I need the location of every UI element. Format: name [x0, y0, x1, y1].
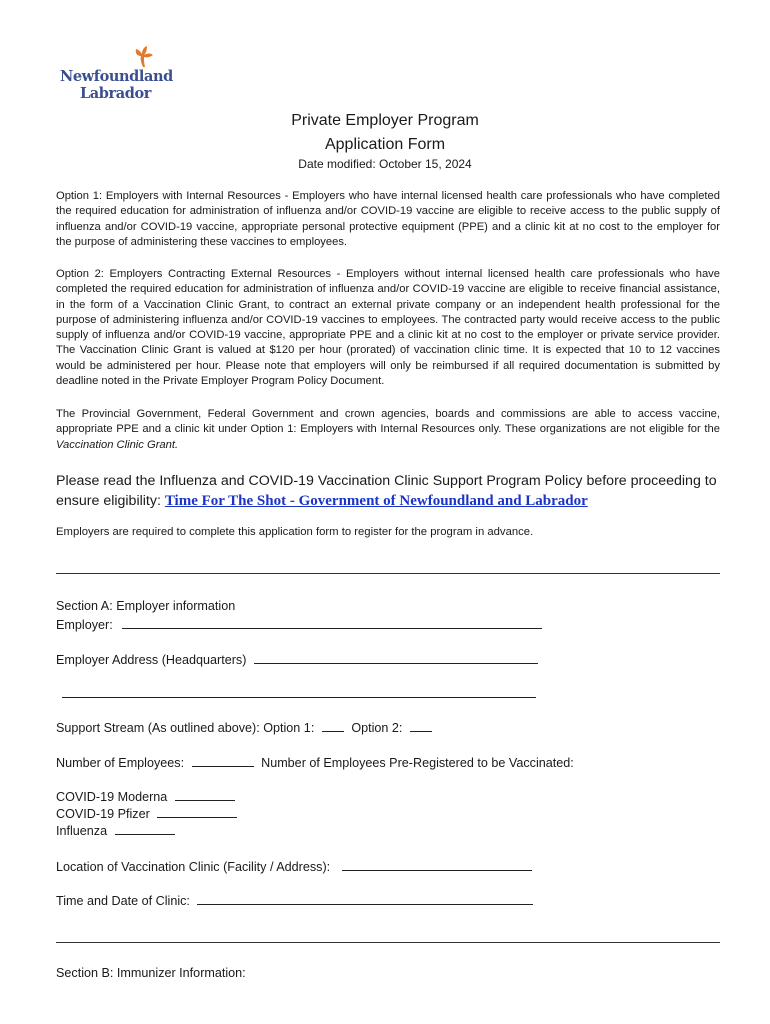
employees-row	[56, 754, 574, 770]
pfizer-field[interactable]	[157, 805, 237, 818]
required-note: Employers are required to complete this application form to register for the program in advance.	[56, 526, 534, 538]
influenza-label: Influenza	[56, 824, 108, 838]
option2-paragraph: Option 2: Employers Contracting External Resources - Employers without internal licensed health care professionals who have completed the required education for administration of influenza and/or COVID-19 vaccine are eligible to receive financial assistance, in the form of a Vaccination Clinic Grant, to contract an external private company or an independent health professional for the purpose of administering influenza and/or COVID-19 vaccines to employees. The contracted party would receive access to the public supply of influenza and/or COVID-19 vaccine, appropriate PPE and a clinic kit at no cost to the employer or private service provider. The Vaccination Clinic Grant is valued at $120 per hour (prorated) of vaccination clinic time. It is expected that 10 to 12 vaccines would be administered per hour. Please note that employers will only be reimbursed if all required documentation is submitted by deadline noted in the Private Employer Program Policy Document.	[56, 268, 720, 388]
option2-label: Option 2:	[351, 721, 403, 735]
num-employees-label: Number of Employees:	[56, 756, 185, 770]
option1-paragraph: Option 1: Employers with Internal Resources - Employers who have internal licensed health care professionals who have completed the required education for administration of influenza and/or COVID-19 vaccine are eligible to receive access to the public supply of influenza and/or COVID-19 vaccine, appropriate personal protective equipment (PPE) and a clinic kit at no cost to the employer for the purpose of administering these vaccines to employees.	[56, 190, 720, 248]
section-a-heading: Section A: Employer information	[56, 599, 236, 613]
moderna-row	[56, 788, 235, 804]
grant-italic: Vaccination Clinic Grant.	[56, 438, 179, 451]
num-employees-field[interactable]	[192, 754, 254, 767]
time-for-the-shot-link[interactable]: Time For The Shot - Government of Newfoundland and Labrador	[164, 492, 588, 509]
section-b-heading: Section B: Immunizer Information:	[56, 966, 246, 980]
option1-field[interactable]	[322, 719, 344, 732]
influenza-field[interactable]	[115, 822, 175, 835]
form-title-line1: Private Employer Program	[291, 112, 479, 129]
address-field-2[interactable]	[62, 685, 536, 698]
date-modified: Date modified: October 15, 2024	[298, 157, 472, 171]
address-row	[56, 651, 538, 667]
logo-text-labrador: Labrador	[80, 85, 152, 102]
num-preregistered-label: Number of Employees Pre-Registered to be Vaccinated:	[261, 756, 574, 770]
moderna-field[interactable]	[175, 788, 235, 801]
government-text: The Provincial Government, Federal Government and crown agencies, boards and commissions are able to access vaccine, appropriate PPE and a clinic kit under Option 1: Employers with Internal Resources only. These organizations are not eligible for the	[56, 408, 720, 436]
pitcher-plant-icon	[132, 46, 154, 68]
nl-logo	[58, 46, 173, 106]
pfizer-row	[56, 805, 237, 821]
pfizer-label: COVID-19 Pfizer	[56, 807, 150, 821]
time-date-row	[56, 892, 533, 908]
moderna-label: COVID-19 Moderna	[56, 790, 168, 804]
location-label: Location of Vaccination Clinic (Facility / Address):	[56, 860, 331, 874]
location-row	[56, 858, 532, 874]
address-row-2	[56, 685, 536, 701]
employer-label: Employer:	[56, 618, 113, 632]
address-label: Employer Address (Headquarters)	[56, 653, 247, 667]
divider	[56, 573, 720, 574]
logo-text-newfoundland: Newfoundland	[60, 68, 173, 85]
divider	[56, 942, 720, 943]
option2-field[interactable]	[410, 719, 432, 732]
form-title-line2: Application Form	[324, 136, 446, 153]
influenza-row	[56, 822, 175, 838]
government-paragraph	[56, 407, 720, 453]
support-stream-row	[56, 719, 432, 735]
support-stream-label: Support Stream (As outlined above): Option 1:	[56, 721, 315, 735]
notice-text: Please read the Influenza and COVID-19 Vaccination Clinic Support Program Policy before proceeding to ensure eligibility:	[56, 473, 717, 509]
eligibility-notice	[56, 472, 726, 511]
employer-row	[56, 616, 542, 632]
time-date-field[interactable]	[197, 892, 533, 905]
employer-field[interactable]	[122, 616, 542, 629]
time-date-label: Time and Date of Clinic:	[56, 894, 190, 908]
location-field[interactable]	[342, 858, 532, 871]
address-field[interactable]	[254, 651, 538, 664]
